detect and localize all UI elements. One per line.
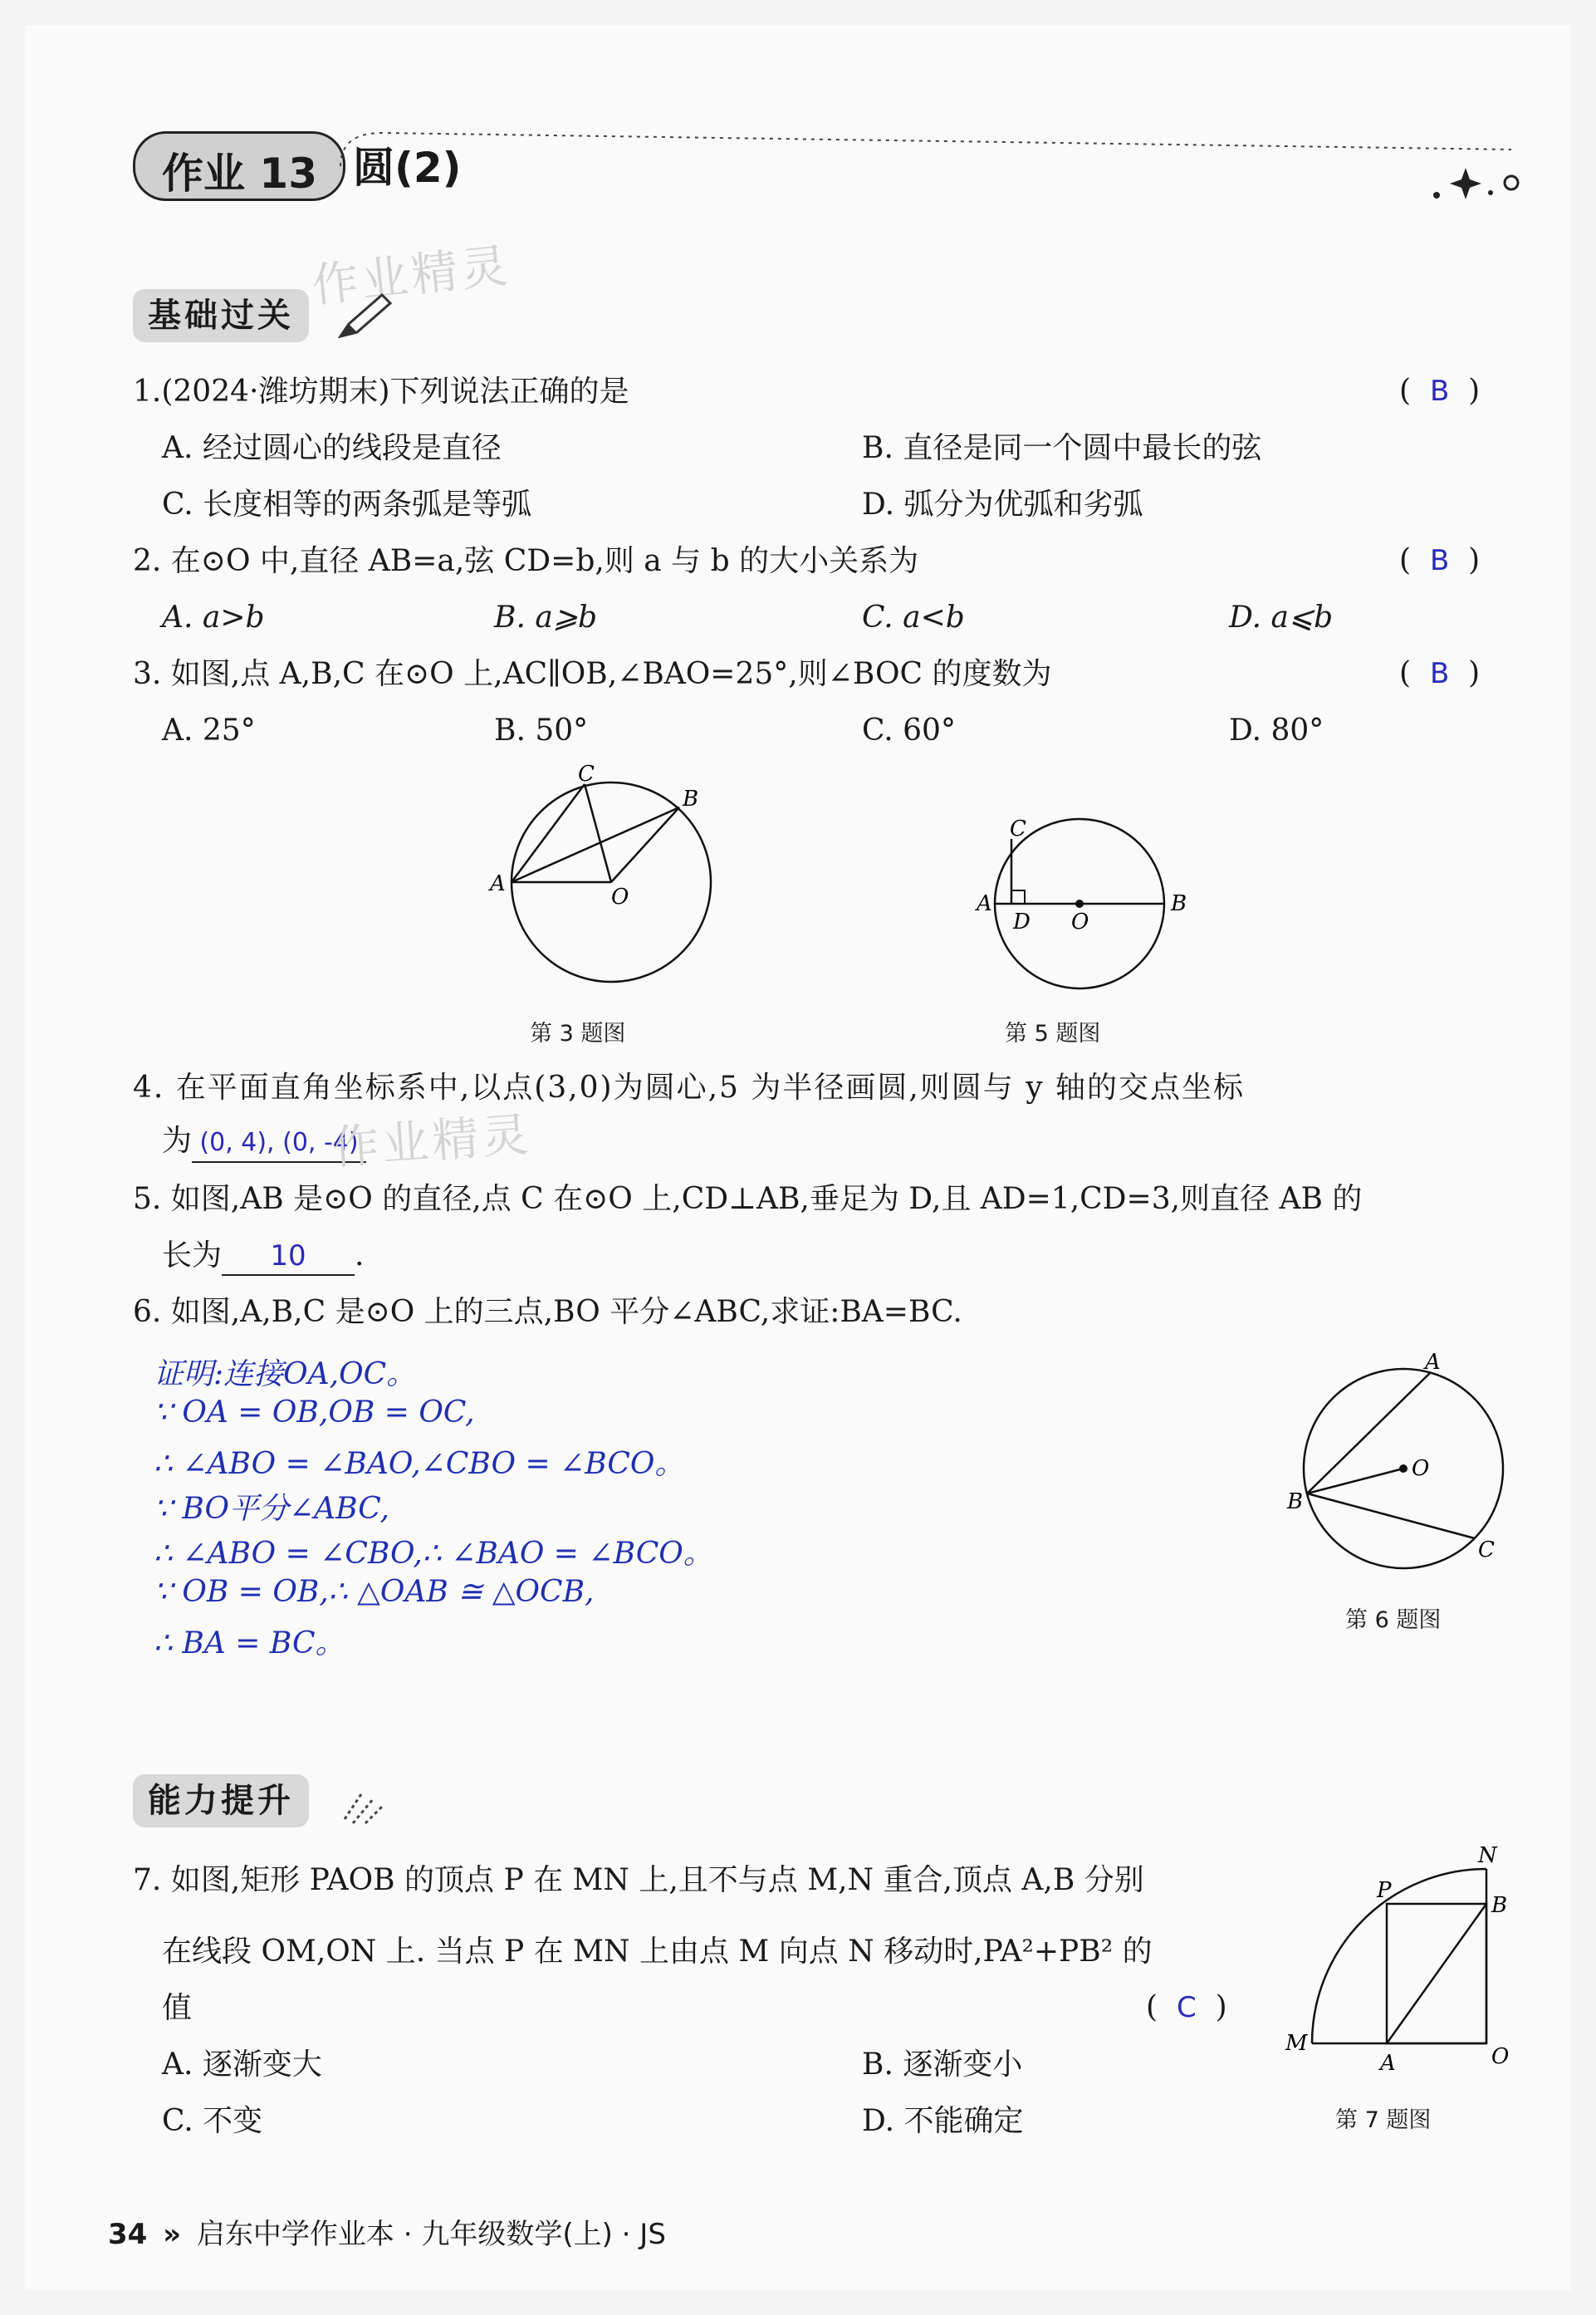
sparkle-icon [336,1778,394,1827]
q4-stem: 4. 在平面直角坐标系中,以点(3,0)为圆心,5 为半径画圆,则圆与 y 轴的交点坐标 [133,1071,1246,1105]
fig3-label-b: B [683,787,699,812]
fig6-label-b: B [1287,1489,1304,1514]
q2-stem: 2. 在⊙O 中,直径 AB=a,弦 CD=b,则 a 与 b 的大小关系为 [133,544,919,578]
fig5-caption: 第 5 题图 [1005,1021,1101,1047]
q1-answer: B [1429,375,1450,408]
q1-option-a: A. 经过圆心的线段是直径 [162,431,502,465]
footer-arrow-icon: » [163,2218,182,2251]
footer [108,2211,666,2252]
fig6-label-o: O [1412,1456,1430,1481]
q2-answer: B [1429,544,1450,577]
fig7-label-a: A [1380,2051,1396,2076]
fig5-label-a: A [977,891,992,916]
proof-line-1: 证明:连接OA,OC。 [154,1357,417,1391]
fig3-caption: 第 3 题图 [530,1021,626,1047]
fig5-label-d: D [1013,910,1031,934]
q7-line-1: 7. 如图,矩形 PAOB 的顶点 P 在 MN 上,且不与点 M,N 重合,顶点 A,B 分别 [133,1863,1144,1897]
proof-line-7: ∴ BA = BC。 [154,1626,345,1660]
q4-answer: (0, 4), (0, -4) [199,1128,359,1157]
figure-5 [947,806,1212,1005]
fig7-label-p: P [1377,1878,1392,1903]
q7-option-c: C. 不变 [162,2104,263,2138]
header-badge-text: 作业 13 [162,150,317,198]
q7-answer-paren: ( C ) [1146,1990,1227,2024]
figure-3 [465,756,739,1038]
q2-option-c: C. a<b [862,601,965,635]
q1-option-c: C. 长度相等的两条弧是等弧 [162,488,532,522]
fig6-label-c: C [1478,1538,1495,1562]
figure-6 [1279,1346,1561,1587]
q7-option-d: D. 不能确定 [862,2104,1024,2138]
proof-line-2: ∵ OA = OB,OB = OC, [154,1395,475,1430]
fig7-label-n: N [1478,1843,1497,1868]
fig3-label-c: C [578,762,595,787]
watermark: 作业精灵 [309,238,514,314]
fig3-label-a: A [490,871,506,896]
q3-option-a: A. 25° [162,714,256,748]
fig7-label-o: O [1491,2044,1510,2069]
fig5-label-o: O [1071,910,1089,934]
workbook-page [25,25,1571,2290]
q5-prefix: 长为 [162,1238,223,1273]
proof-line-3: ∴ ∠ABO = ∠BAO,∠CBO = ∠BCO。 [154,1447,685,1481]
page-title: 圆(2) [353,144,462,192]
figure-7 [1270,1827,1545,2085]
q5-suffix: . [355,1238,365,1273]
q7-option-a: A. 逐渐变大 [162,2048,322,2082]
q1-stem: 1.(2024·潍坊期末)下列说法正确的是 [133,375,629,409]
q3-option-d: D. 80° [1229,714,1324,748]
q7-line-3: 值 [162,1991,193,2025]
q5-stem: 5. 如图,AB 是⊙O 的直径,点 C 在⊙O 上,CD⊥AB,垂足为 D,且 AD=1,CD=3,则直径 AB 的 [133,1182,1363,1216]
fig6-label-a: A [1425,1350,1441,1375]
fig5-label-b: B [1171,891,1187,916]
q4-prefix: 为 [162,1124,193,1158]
q5-answer: 10 [270,1239,306,1273]
q1-answer-paren: ( B ) [1399,374,1481,408]
q2-answer-paren: ( B ) [1399,543,1481,577]
q2-option-d: D. a⩽b [1229,601,1334,635]
q3-option-c: C. 60° [862,714,956,748]
section-advanced: 能力提升 [133,1774,309,1827]
proof-line-6: ∵ OB = OB,∴ △OAB ≅ △OCB, [154,1575,595,1609]
q7-answer: C [1176,1991,1197,2024]
section-basic: 基础过关 [133,289,309,342]
header-decoration [332,116,1536,216]
pencil-icon [336,291,394,341]
q2-option-b: B. a⩾b [494,601,598,635]
q7-option-b: B. 逐渐变小 [862,2048,1023,2082]
fig7-caption: 第 7 题图 [1335,2107,1432,2133]
q3-option-b: B. 50° [494,714,589,748]
watermark-2: 作业精灵 [330,1107,534,1176]
q3-answer: B [1429,657,1450,690]
fig7-label-b: B [1491,1893,1508,1918]
proof-line-5: ∴ ∠ABO = ∠CBO,∴ ∠BAO = ∠BCO。 [154,1537,713,1571]
header-badge [133,131,345,201]
q3-answer-paren: ( B ) [1399,656,1481,690]
proof-line-4: ∵ BO平分∠ABC, [154,1492,389,1526]
fig5-label-c: C [1010,817,1026,841]
q6-stem: 6. 如图,A,B,C 是⊙O 上的三点,BO 平分∠ABC,求证:BA=BC. [133,1295,962,1329]
q5-answer-line [162,1238,364,1276]
fig7-label-m: M [1285,2031,1308,2056]
q2-option-a: A. a>b [162,601,265,635]
q1-option-d: D. 弧分为优弧和劣弧 [862,488,1143,522]
fig6-caption: 第 6 题图 [1345,1607,1442,1633]
q7-line-2: 在线段 OM,ON 上. 当点 P 在 MN 上由点 M 向点 N 移动时,PA²+PB² 的 [162,1935,1153,1969]
q1-option-b: B. 直径是同一个圆中最长的弦 [862,431,1262,465]
fig3-label-o: O [611,885,629,910]
q3-stem: 3. 如图,点 A,B,C 在⊙O 上,AC∥OB,∠BAO=25°,则∠BOC 的度数为 [133,657,1052,691]
book-title: 启东中学作业本 · 九年级数学(上) · JS [196,2218,666,2251]
page-number: 34 [108,2218,148,2251]
